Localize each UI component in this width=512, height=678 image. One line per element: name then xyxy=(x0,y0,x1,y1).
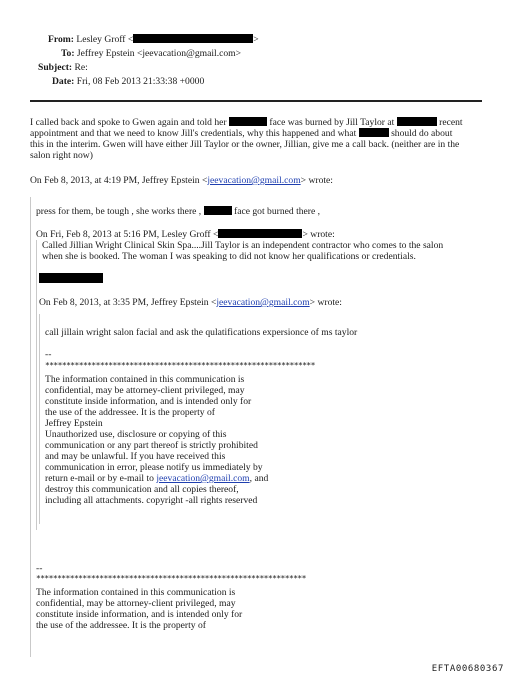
star-separator: **************************************************************** xyxy=(45,361,315,370)
disclaimer-line: The information contained in this communication is xyxy=(36,587,236,598)
header-divider xyxy=(30,100,482,102)
email-link[interactable]: jeevacation@gmail.com xyxy=(156,473,250,484)
body-line: I called back and spoke to Gwen again and told her face was burned by Jill Taylor at recent xyxy=(30,117,463,128)
to-label: To: xyxy=(61,48,75,59)
disclaimer-line: communication in error, please notify us immediately by xyxy=(45,462,263,473)
signature-dash: -- xyxy=(36,563,43,574)
quote-attribution: On Fri, Feb 8, 2013 at 5:16 PM, Lesley Groff < > wrote: xyxy=(36,229,335,240)
from-value: Lesley Groff < xyxy=(76,34,134,45)
redaction-block xyxy=(359,128,389,137)
email-link[interactable]: jeevacation@gmail.com xyxy=(207,175,301,186)
disclaimer-line: the use of the addressee. It is the property of xyxy=(36,620,206,631)
disclaimer-line: constitute inside information, and is intended only for xyxy=(45,396,252,407)
header-from: From: Lesley Groff < > xyxy=(48,34,259,45)
quote-message: when she is booked. The woman I was speaking to did not know her qualifications or credentials. xyxy=(42,251,416,262)
disclaimer-line: destroy this communication and all copies thereof, xyxy=(45,484,239,495)
disclaimer-line: constitute inside information, and is intended only for xyxy=(36,609,243,620)
header-to xyxy=(61,48,241,59)
quote-attribution: On Feb 8, 2013, at 4:19 PM, Jeffrey Epstein <jeevacation@gmail.com> wrote: xyxy=(30,175,333,186)
from-label: From: xyxy=(48,34,74,45)
disclaimer-line: The information contained in this communication is xyxy=(45,374,245,385)
header-subject xyxy=(38,62,88,73)
disclaimer-line: Unauthorized use, disclosure or copying of this xyxy=(45,429,227,440)
redaction-block xyxy=(397,117,437,126)
email-link[interactable]: jeevacation@gmail.com xyxy=(216,297,310,308)
date-label: Date: xyxy=(52,76,75,87)
redaction-block xyxy=(204,206,232,215)
redaction-block xyxy=(133,34,253,43)
date-value: Fri, 08 Feb 2013 21:33:38 +0000 xyxy=(76,76,205,87)
signature-dash: -- xyxy=(45,349,52,360)
disclaimer-line: the use of the addressee. It is the property of xyxy=(45,407,215,418)
quote-attribution: On Feb 8, 2013, at 3:35 PM, Jeffrey Epstein <jeevacation@gmail.com> wrote: xyxy=(39,297,342,308)
quote-bar xyxy=(30,197,31,657)
quote-bar xyxy=(36,240,37,530)
quote-message: press for them, be tough , she works there , face got burned there , xyxy=(36,206,321,217)
disclaimer-line: return e-mail or by e-mail to jeevacation@gmail.com, and xyxy=(45,473,269,484)
document-id: EFTA00680367 xyxy=(431,664,504,674)
subject-label: Subject: xyxy=(38,62,73,73)
quote-message: call jillain wright salon facial and ask the qulatifications expersionce of ms taylor xyxy=(45,327,358,338)
disclaimer-line: including all attachments. copyright -all rights reserved xyxy=(45,495,258,506)
disclaimer-line: Jeffrey Epstein xyxy=(45,418,103,429)
subject-value: Re: xyxy=(74,62,88,73)
disclaimer-line: confidential, may be attorney-client privileged, may xyxy=(45,385,245,396)
body-line: salon right now) xyxy=(30,150,93,161)
redaction-block xyxy=(229,117,267,126)
body-line: appointment and that we need to know Jill's credentials, why this happened and what should do about xyxy=(30,128,453,139)
redaction-block xyxy=(218,229,302,238)
disclaimer-line: communication or any part thereof is strictly prohibited xyxy=(45,440,258,451)
disclaimer-line: confidential, may be attorney-client privileged, may xyxy=(36,598,236,609)
star-separator: **************************************************************** xyxy=(36,574,306,583)
quote-bar xyxy=(39,314,40,524)
quote-message: Called Jillian Wright Clinical Skin Spa....Jill Taylor is an independent contractor who comes to the salon xyxy=(42,240,444,251)
to-value: Jeffrey Epstein <jeevacation@gmail.com> xyxy=(76,48,242,59)
body-line: this in the interim. Gwen will have either Jill Taylor or the owner, Jillian, give me a call back. (neither are in the xyxy=(30,139,460,150)
header-date xyxy=(52,76,204,87)
redaction-block xyxy=(39,273,103,285)
disclaimer-line: and may be unlawful. If you have received this xyxy=(45,451,226,462)
